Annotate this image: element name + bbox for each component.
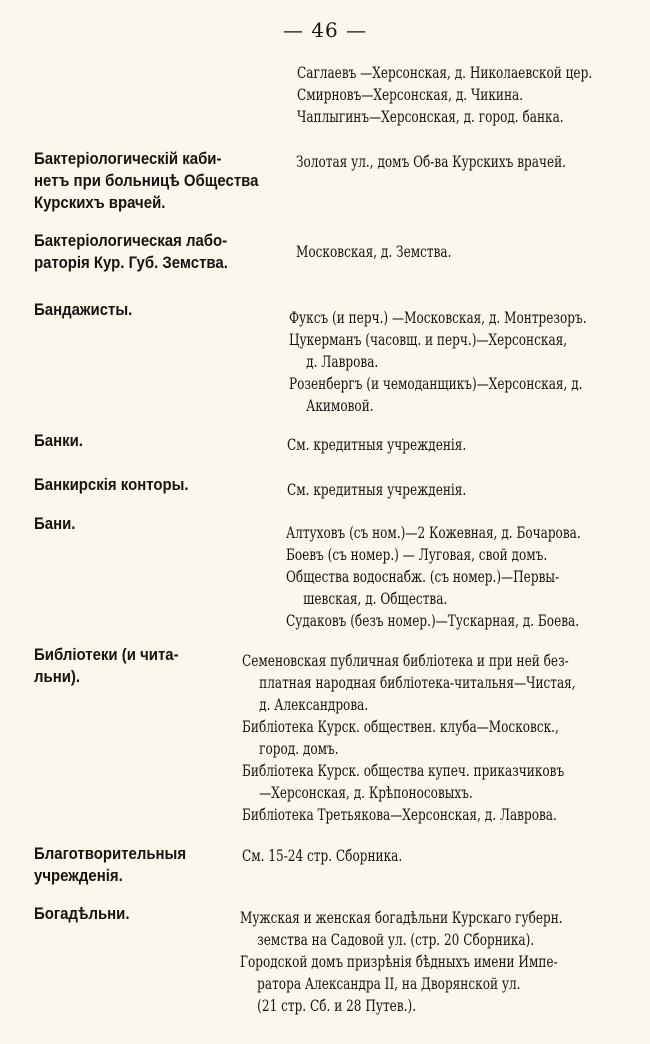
- heading-line: Бактеріологическій каби-: [34, 149, 222, 168]
- body-line: См. 15-24 стр. Сборника.: [242, 847, 403, 865]
- entry-heading: [34, 430, 232, 452]
- heading-line: учрежденія.: [34, 866, 123, 885]
- heading-line: нетъ при больницѣ Общества: [34, 171, 259, 190]
- body-line: земства на Садовой ул. (стр. 20 Сборника).: [257, 931, 535, 949]
- body-line: Библіотека Третьякова—Херсонская, д. Лаврова.: [242, 806, 557, 824]
- body-line: Общества водоснабж. (съ номер.)—Первы-: [286, 568, 560, 586]
- heading-line: Бандажисты.: [34, 300, 133, 319]
- entry-heading: [34, 148, 259, 214]
- body-line: шевская, д. Общества.: [303, 590, 448, 608]
- body-line: Мужская и женская богадѣльни Курскаго губерн.: [240, 909, 563, 927]
- entry-body: [296, 151, 566, 173]
- body-line: См. кредитныя учрежденія.: [287, 481, 467, 499]
- heading-line: Бани.: [34, 514, 76, 533]
- page-number: — 46 —: [282, 18, 368, 42]
- entry-body: [242, 650, 576, 826]
- body-line: Московская, д. Земства.: [296, 243, 452, 261]
- body-line: Фуксъ (и перч.) —Московская, д. Монтрезоръ.: [289, 309, 587, 327]
- body-line: Боевъ (съ номер.) — Луговая, свой домъ.: [286, 546, 548, 564]
- body-line: Смирновъ—Херсонская, д. Чикина.: [297, 86, 524, 104]
- entry-body: [286, 522, 581, 632]
- body-line: Библіотека Курск. общества купеч. приказчиковъ: [242, 762, 565, 780]
- body-line: Акимовой.: [306, 397, 374, 415]
- body-line: Розенбергъ (и чемоданщикъ)—Херсонская, д.: [289, 375, 583, 393]
- heading-line: раторія Кур. Губ. Земства.: [34, 253, 228, 272]
- entry-body: [287, 434, 466, 456]
- body-line: —Херсонская, д. Крѣпоносовыхъ.: [259, 784, 473, 802]
- body-line: Саглаевъ —Херсонская, д. Николаевской цер.: [297, 64, 593, 82]
- body-line: Библіотека Курск. обществен. клуба—Московск.,: [242, 718, 559, 736]
- heading-line: Библіотеки (и чита-: [34, 645, 179, 664]
- entry-body: [289, 307, 587, 417]
- body-line: Золотая ул., домъ Об-ва Курскихъ врачей.: [296, 153, 567, 171]
- entry-body: [296, 241, 451, 263]
- body-line: Семеновская публичная библіотека и при ней без-: [242, 652, 569, 670]
- entry-body: [242, 845, 402, 867]
- heading-line: Благотворительныя: [34, 844, 187, 863]
- heading-line: Богадѣльни.: [34, 904, 130, 923]
- body-line: Городской домъ призрѣнія бѣдныхъ имени Импе-: [240, 953, 558, 971]
- entry-heading: [34, 299, 232, 321]
- heading-line: Курскихъ врачей.: [34, 193, 166, 212]
- body-line: ратора Александра II, на Дворянской ул.: [257, 975, 521, 993]
- body-line: Чаплыгинъ—Херсонская, д. город. банка.: [297, 108, 564, 126]
- body-line: город. домъ.: [259, 740, 339, 758]
- heading-line: Бактеріологическая лабо-: [34, 231, 228, 250]
- body-line: Цукерманъ (часовщ. и перч.)—Херсонская,: [289, 331, 568, 349]
- entry-body: [287, 479, 466, 501]
- body-line: (21 стр. Сб. и 28 Путев.).: [257, 997, 417, 1015]
- entry-heading: [34, 474, 232, 496]
- entry-heading: [34, 513, 232, 535]
- body-line: д. Лаврова.: [306, 353, 379, 371]
- entry-heading: [34, 230, 232, 274]
- body-line: Судаковъ (безъ номер.)—Тускарная, д. Боева.: [286, 612, 580, 630]
- body-line: Алтуховъ (съ ном.)—2 Кожевная, д. Бочарова.: [286, 524, 581, 542]
- heading-line: Банкирскія конторы.: [34, 475, 189, 494]
- entry-heading: [34, 843, 232, 887]
- heading-line: льни).: [34, 667, 81, 686]
- entry-heading: [34, 903, 232, 925]
- body-line: См. кредитныя учрежденія.: [287, 436, 467, 454]
- body-line: платная народная библіотека-читальня—Чистая,: [259, 674, 576, 692]
- heading-line: Банки.: [34, 431, 83, 450]
- body-line: д. Александрова.: [259, 696, 369, 714]
- entry-heading: [34, 644, 232, 688]
- entry-body: [297, 62, 592, 128]
- entry-body: [240, 907, 563, 1017]
